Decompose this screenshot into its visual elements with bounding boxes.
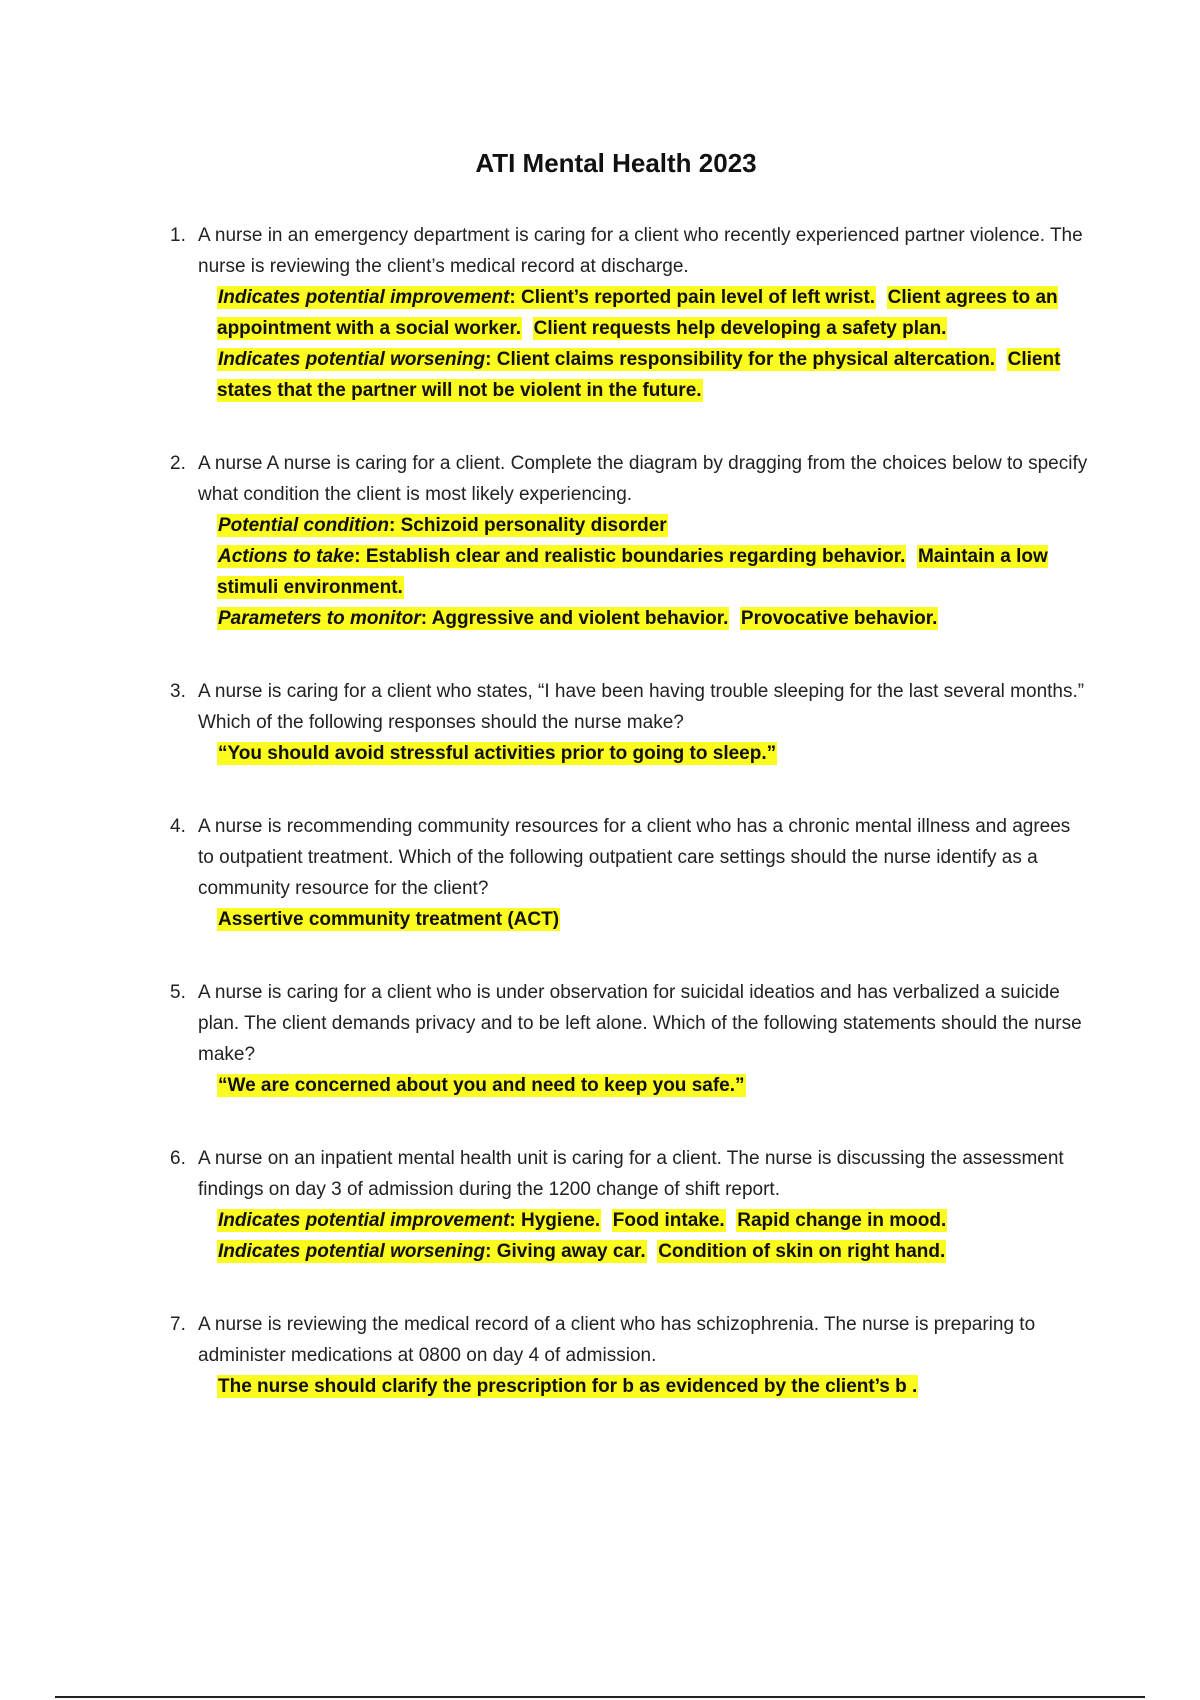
question-number: 2. — [170, 453, 186, 474]
label-separator: : — [420, 608, 432, 629]
answer-text: Condition of skin on right hand. — [658, 1241, 946, 1262]
label-separator: : — [354, 546, 366, 567]
question-item — [170, 676, 1090, 769]
label-separator: : — [485, 1241, 497, 1262]
question-text: A nurse in an emergency department is caring for a client who recently experienced partner violence. The nurse is reviewing the client’s medical record at discharge. — [198, 225, 1083, 277]
question-text: A nurse is recommending community resources for a client who has a chronic mental illness and agrees to outpatient treatment. Which of the following outpatient care settings should the nurse identify as a community resource for the client? — [198, 816, 1071, 899]
question-item — [170, 448, 1090, 634]
answer-category-label: Indicates potential worsening — [218, 349, 486, 370]
answer-text: Assertive community treatment (ACT) — [218, 909, 560, 930]
highlighted-answer — [217, 545, 906, 568]
answer-line — [217, 1205, 1090, 1236]
answer-line — [217, 510, 1090, 541]
highlighted-answer — [657, 1240, 946, 1263]
highlighted-answer — [217, 286, 876, 309]
answer-text: Giving away car. — [496, 1241, 646, 1262]
question-item — [170, 1143, 1090, 1267]
highlighted-answer — [612, 1209, 726, 1232]
answer-text: Client requests help developing a safety plan. — [533, 318, 947, 339]
answer-text: Provocative behavior. — [740, 608, 938, 629]
question-text: A nurse is reviewing the medical record of a client who has schizophrenia. The nurse is preparing to administer medications at 0800 on day 4 of admission. — [198, 1314, 1036, 1366]
answer-text: Client states that the partner will not be violent in the future. — [217, 349, 1061, 401]
answer-line — [217, 603, 1090, 634]
question-text: A nurse on an inpatient mental health unit is caring for a client. The nurse is discussing the assessment findings on day 3 of admission during the 1200 change of shift report. — [198, 1148, 1064, 1200]
answer-category-label: Indicates potential worsening — [218, 1241, 486, 1262]
answer-text: Client claims responsibility for the physical altercation. — [496, 349, 996, 370]
question-item — [170, 811, 1090, 935]
question-text: A nurse is caring for a client who states, “I have been having trouble sleeping for the last several months.” Which of the following responses should the nurse make? — [198, 681, 1085, 733]
highlighted-answer — [217, 514, 668, 537]
answer-line — [217, 738, 1090, 769]
highlighted-answer — [217, 1240, 647, 1263]
highlighted-answer — [217, 1209, 601, 1232]
question-item — [170, 220, 1090, 406]
answer-block — [217, 510, 1090, 634]
answer-line — [217, 282, 1090, 344]
highlighted-answer — [217, 348, 996, 371]
answer-block — [217, 904, 1090, 935]
answer-text: “We are concerned about you and need to keep you safe.” — [218, 1075, 745, 1096]
question-number: 4. — [170, 816, 186, 837]
question-item — [170, 977, 1090, 1101]
answer-text: The nurse should clarify the prescription for b as evidenced by the client’s b . — [218, 1376, 918, 1397]
highlighted-answer — [217, 908, 560, 931]
question-number: 3. — [170, 681, 186, 702]
answer-text: Client agrees to an appointment with a social worker. — [217, 287, 1058, 339]
answer-text: Aggressive and violent behavior. — [431, 608, 729, 629]
question-item — [170, 1309, 1090, 1402]
question-list — [170, 220, 1090, 1444]
answer-block — [217, 738, 1090, 769]
answer-category-label: Parameters to monitor — [218, 608, 421, 629]
highlighted-answer — [217, 1074, 746, 1097]
question-number: 7. — [170, 1314, 186, 1335]
answer-category-label: Actions to take — [218, 546, 355, 567]
answer-category-label: Potential condition — [218, 515, 389, 536]
question-number: 1. — [170, 225, 186, 246]
answer-text: Hygiene. — [521, 1210, 601, 1231]
page-title: ATI Mental Health 2023 — [475, 148, 757, 178]
answer-line — [217, 904, 1090, 935]
answer-text: Establish clear and realistic boundaries regarding behavior. — [365, 546, 906, 567]
answer-line — [217, 1371, 1090, 1402]
answer-block — [217, 282, 1090, 406]
highlighted-answer — [217, 607, 729, 630]
highlighted-answer — [217, 1375, 918, 1398]
answer-line — [217, 1070, 1090, 1101]
answer-line — [217, 344, 1090, 406]
question-number: 6. — [170, 1148, 186, 1169]
answer-block — [217, 1371, 1090, 1402]
label-separator: : — [509, 287, 522, 308]
label-separator: : — [509, 1210, 522, 1231]
highlighted-answer — [217, 742, 777, 765]
label-separator: : — [389, 515, 401, 536]
answer-text: Schizoid personality disorder — [400, 515, 667, 536]
answer-line — [217, 541, 1090, 603]
answer-category-label: Indicates potential improvement — [218, 287, 510, 308]
question-number: 5. — [170, 982, 186, 1003]
answer-text: Maintain a low stimuli environment. — [217, 546, 1048, 598]
answer-block — [217, 1205, 1090, 1267]
answer-text: Client’s reported pain level of left wrist. — [521, 287, 876, 308]
highlighted-answer — [736, 1209, 947, 1232]
question-text: A nurse A nurse is caring for a client. Complete the diagram by dragging from the choices below to specify what condition the client is most likely experiencing. — [198, 453, 1088, 505]
footer-divider — [55, 1696, 1145, 1698]
answer-category-label: Indicates potential improvement — [218, 1210, 510, 1231]
highlighted-answer — [740, 607, 938, 630]
answer-line — [217, 1236, 1090, 1267]
highlighted-answer — [533, 317, 948, 340]
answer-text: Rapid change in mood. — [737, 1210, 947, 1231]
question-text: A nurse is caring for a client who is under observation for suicidal ideatios and has verbalized a suicide plan. The client demands privacy and to be left alone. Which of the following statements should the nurse make? — [198, 982, 1082, 1065]
answer-block — [217, 1070, 1090, 1101]
answer-text: Food intake. — [612, 1210, 725, 1231]
answer-text: “You should avoid stressful activities prior to going to sleep.” — [218, 743, 777, 764]
label-separator: : — [485, 349, 497, 370]
